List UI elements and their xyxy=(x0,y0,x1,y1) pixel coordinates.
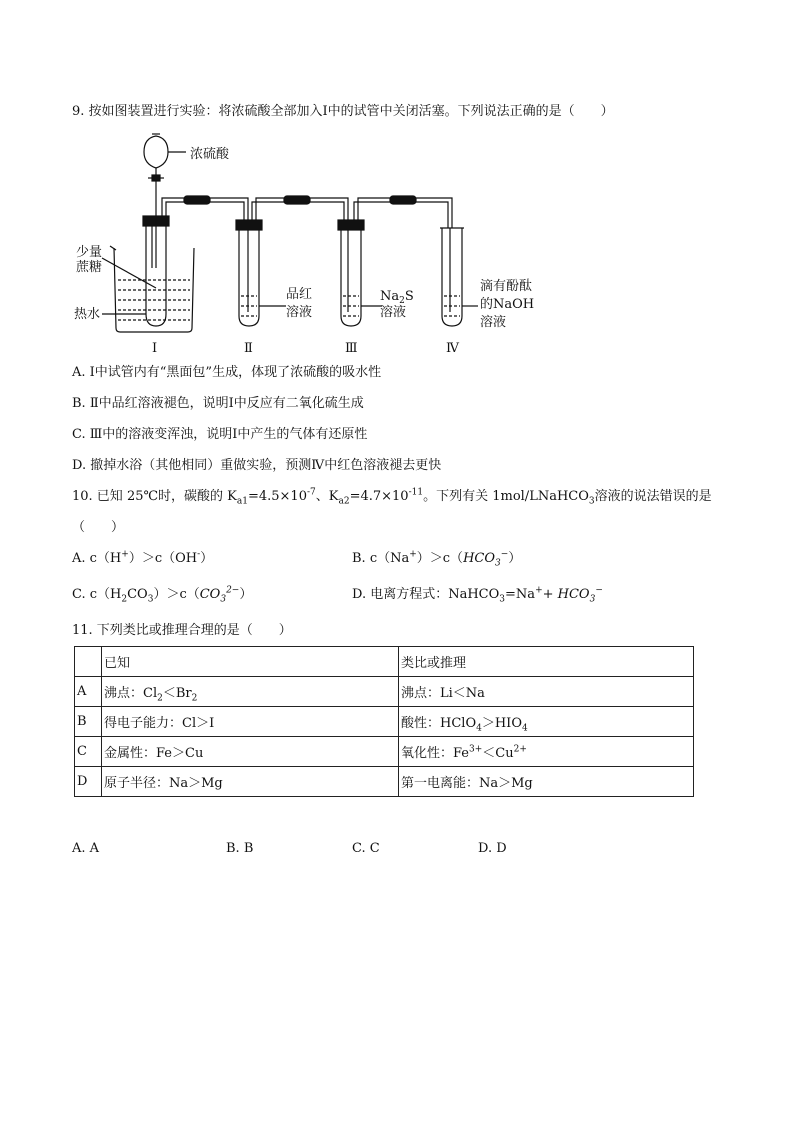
row-known: 沸点：$Cl_2<Br_2$ xyxy=(102,677,399,707)
label-tube-2: Ⅱ xyxy=(244,341,253,356)
label-sucrose-2: 蔗糖 xyxy=(76,260,103,275)
label-na2s-1: $Na_2S$ xyxy=(380,289,414,306)
header-cell-known: 已知 xyxy=(102,647,399,677)
row-known: 金属性：Fe＞Cu xyxy=(102,737,399,767)
q10-stem-paren: （ ） xyxy=(72,520,125,535)
row-inference: 氧化性：$Fe^{3+}<Cu^{2+}$ xyxy=(399,737,694,767)
table-row xyxy=(75,737,694,767)
label-tube-3: Ⅲ xyxy=(345,341,358,356)
q10-option-c[interactable]: C. $c(H_2CO_3)>c(CO_3^{2-})$ xyxy=(72,585,253,605)
table-row xyxy=(75,677,694,707)
label-naoh-3: 溶液 xyxy=(480,315,507,330)
table-row xyxy=(75,707,694,737)
label-tube-4: Ⅳ xyxy=(446,341,459,356)
row-key: D xyxy=(75,767,102,797)
label-tube-1: Ⅰ xyxy=(152,341,158,356)
label-pinred-2: 溶液 xyxy=(286,305,313,320)
row-known: 原子半径：Na＞Mg xyxy=(102,767,399,797)
q10-stem: 10. 已知 25℃时，碳酸的 $K_{a1}=4.5\times 10^{-7}$、$K_{a2}=4.7\times 10^{-11}$。下列有关 1mol/LNaHCO$_3$溶液的说法错误的是 xyxy=(72,487,712,507)
q10-option-a[interactable]: A. c（H+）＞c（OH-） xyxy=(72,549,214,566)
label-naoh-2: 的NaOH xyxy=(480,297,535,312)
q10-option-d[interactable]: D. 电离方程式：NaHCO$_3$=Na++ $HCO_3^-$ xyxy=(352,585,603,605)
label-hot-water: 热水 xyxy=(74,307,101,322)
label-conc-acid: 浓硫酸 xyxy=(190,147,230,162)
q11-option-d[interactable]: D. D xyxy=(478,841,507,856)
row-inference: 第一电离能：Na＞Mg xyxy=(399,767,694,797)
label-sucrose-1: 少量 xyxy=(76,245,103,260)
q10-option-b[interactable]: B. $c(Na^+)>c(HCO_3^-)$ xyxy=(352,549,522,569)
q11-option-c[interactable]: C. C xyxy=(352,841,380,856)
separatory-funnel xyxy=(144,136,168,168)
row-inference: 酸性：$HClO_4>HIO_4$ xyxy=(399,707,694,737)
test-tube-4 xyxy=(442,228,462,326)
q11-stem: 11. 下列类比或推理合理的是（ ） xyxy=(72,623,292,638)
row-key: A xyxy=(75,677,102,707)
q9-option-a[interactable]: A. Ⅰ中试管内有“黑面包”生成，体现了浓硫酸的吸水性 xyxy=(72,365,382,380)
table-row xyxy=(75,767,694,797)
label-naoh-1: 滴有酚酞 xyxy=(480,279,533,294)
q9-option-c[interactable]: C. Ⅲ中的溶液变浑浊，说明Ⅰ中产生的气体有还原性 xyxy=(72,427,368,442)
q11-table xyxy=(74,646,694,797)
row-inference: 沸点：Li＜Na xyxy=(399,677,694,707)
table-header-row xyxy=(75,647,694,677)
q9-option-b[interactable]: B. Ⅱ中品红溶液褪色，说明Ⅰ中反应有二氧化硫生成 xyxy=(72,396,364,411)
header-cell-empty xyxy=(75,647,102,677)
row-known: 得电子能力：Cl＞I xyxy=(102,707,399,737)
test-tube-3 xyxy=(341,230,361,326)
header-cell-inference: 类比或推理 xyxy=(399,647,694,677)
row-key: C xyxy=(75,737,102,767)
label-na2s-2: 溶液 xyxy=(380,305,407,320)
row-key: B xyxy=(75,707,102,737)
q9-stem: 9. 按如图装置进行实验：将浓硫酸全部加入Ⅰ中的试管中关闭活塞。下列说法正确的是（ ） xyxy=(72,104,614,119)
q11-option-b[interactable]: B. B xyxy=(226,841,254,856)
test-tube-2 xyxy=(239,230,259,326)
q9-option-d[interactable]: D. 撤掉水浴（其他相同）重做实验，预测Ⅳ中红色溶液褪去更快 xyxy=(72,458,442,473)
experiment-apparatus-diagram xyxy=(72,128,542,358)
q11-option-a[interactable]: A. A xyxy=(72,841,100,856)
label-pinred-1: 品红 xyxy=(286,287,313,302)
